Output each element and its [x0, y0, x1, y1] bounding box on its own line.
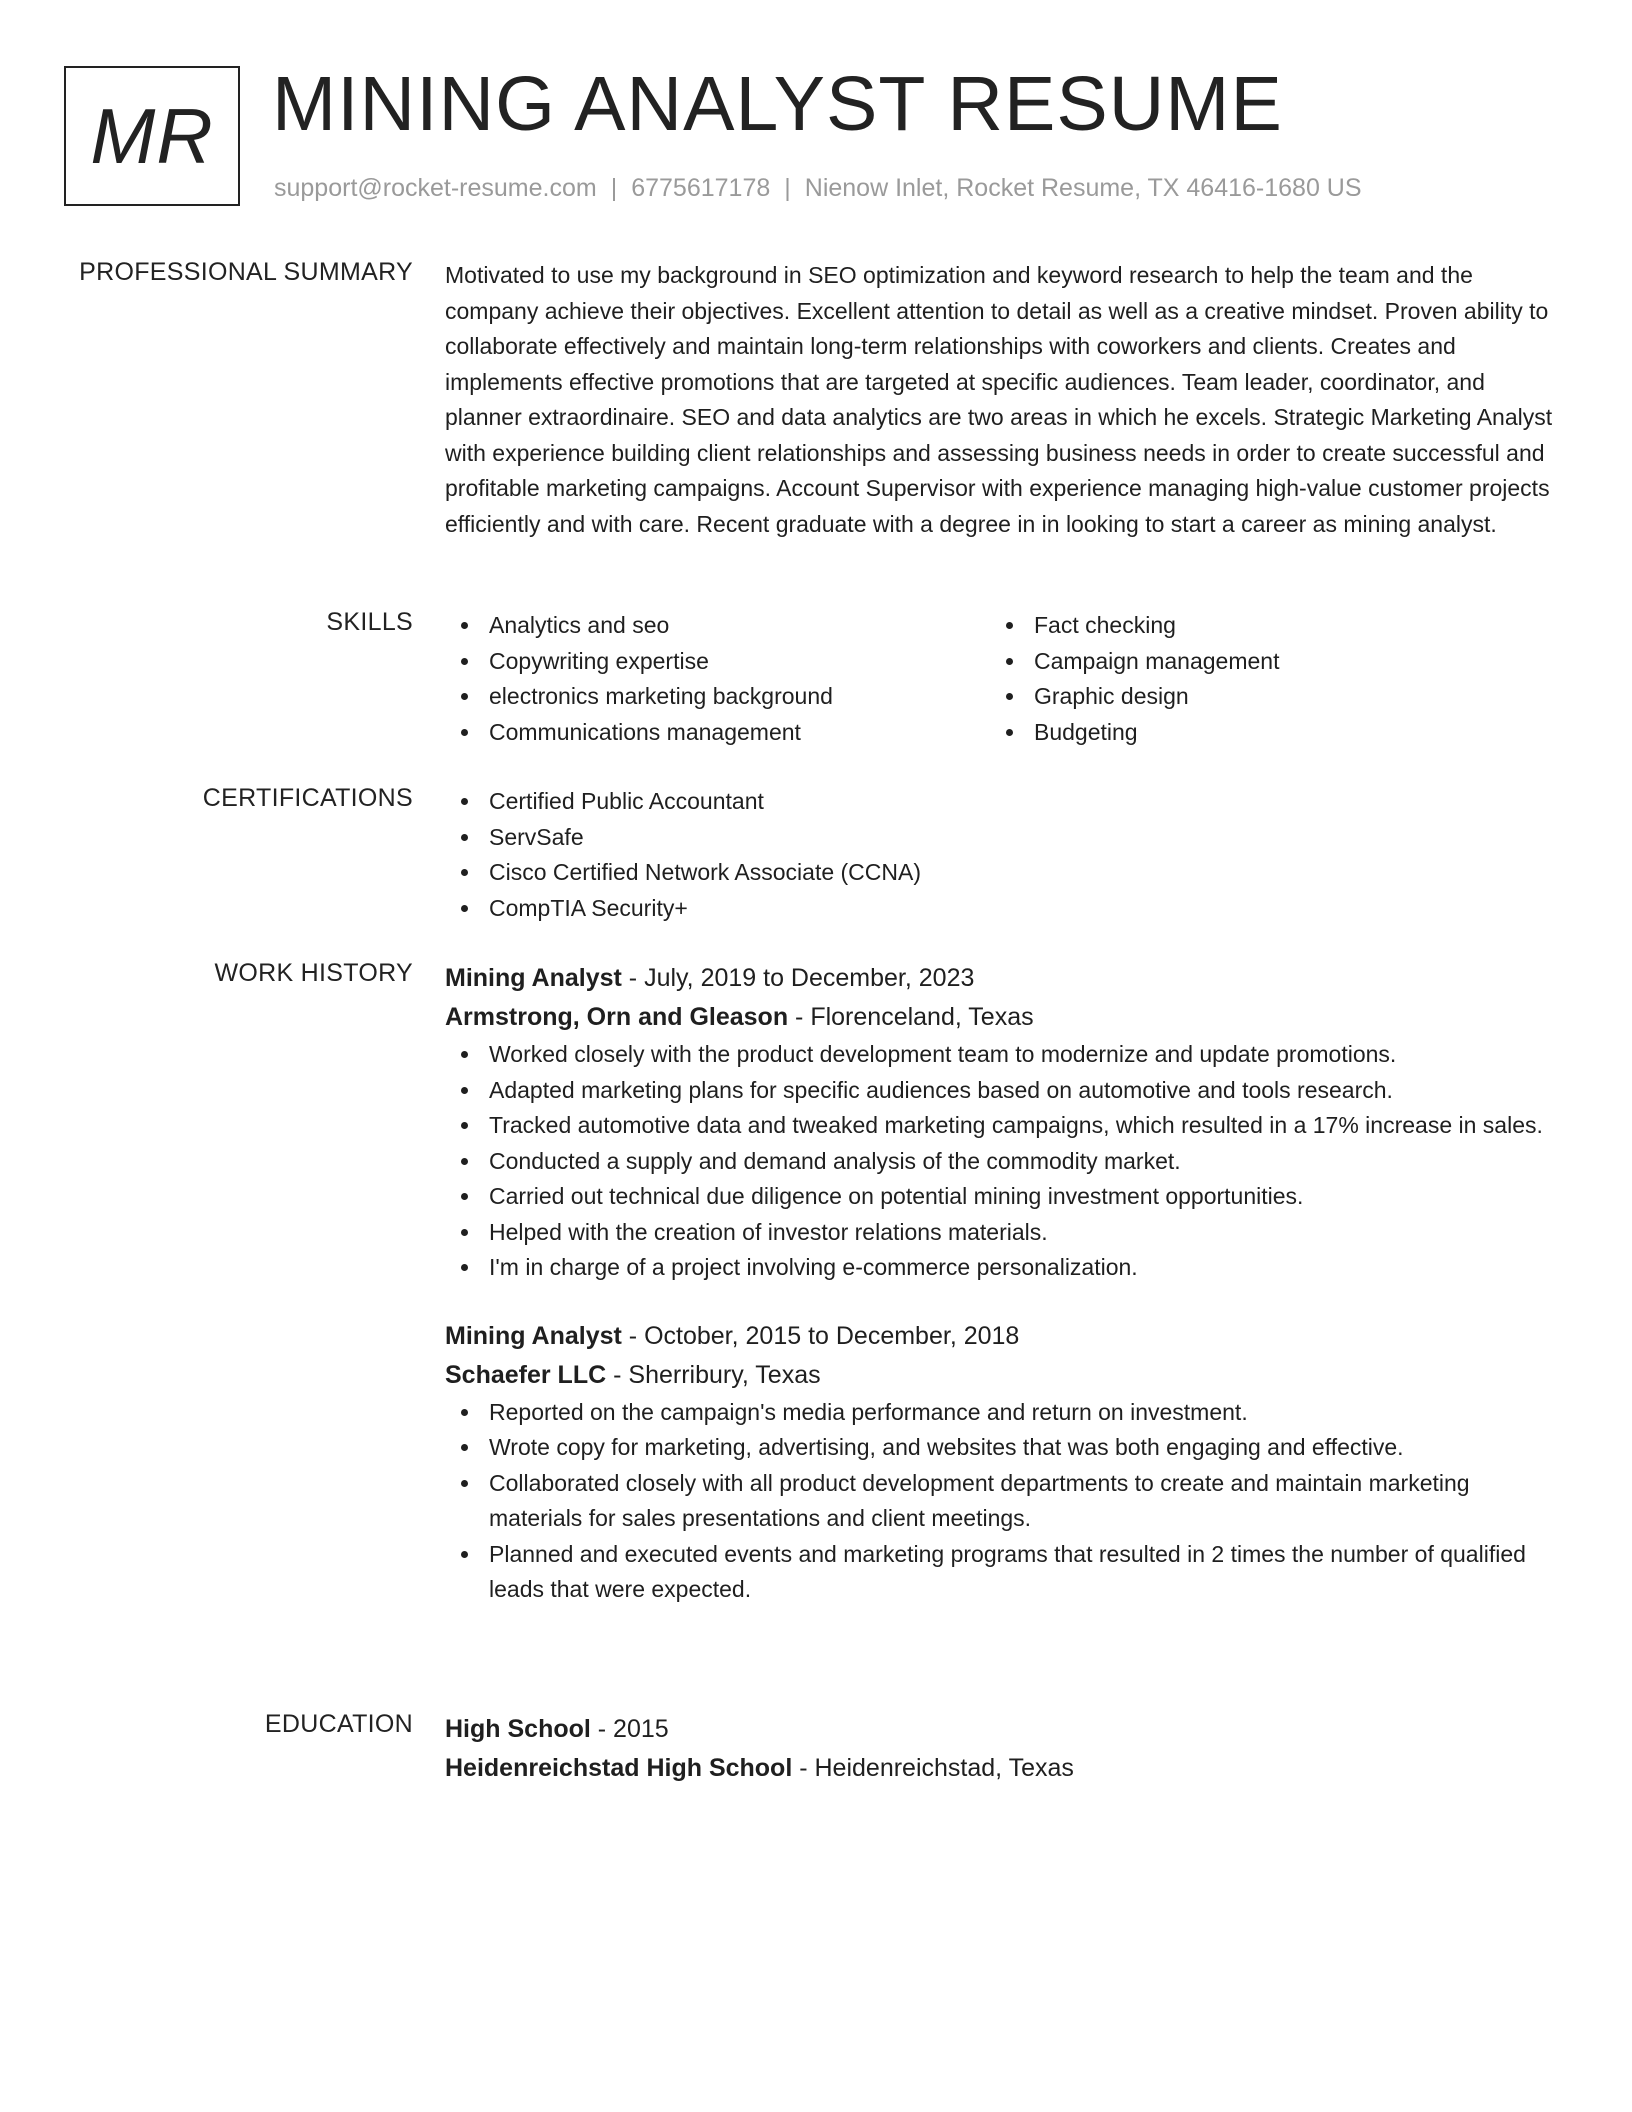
- education-degree-line: [445, 1710, 1557, 1749]
- email-text: support@rocket-resume.com: [274, 174, 597, 202]
- section-title-skills: SKILLS: [326, 608, 413, 636]
- job-bullet: Helped with the creation of investor relations materials.: [445, 1215, 1557, 1251]
- section-title-education: EDUCATION: [264, 1710, 413, 1738]
- phone-text: 6775617178: [631, 174, 771, 202]
- skills-list-right: [990, 608, 1535, 750]
- skills-body: [445, 608, 1557, 750]
- certifications-list: [445, 784, 1557, 926]
- job-bullet: Wrote copy for marketing, advertising, and websites that was both engaging and effective.: [445, 1430, 1557, 1466]
- skill-item: Analytics and seo: [445, 608, 990, 644]
- work-history-body: [445, 959, 1557, 1608]
- job-company: Armstrong, Orn and Gleason: [445, 1003, 789, 1031]
- certification-item: Cisco Certified Network Associate (CCNA): [445, 855, 1557, 891]
- job-location: - Florenceland, Texas: [788, 1003, 1034, 1031]
- job-bullet: Carried out technical due diligence on potential mining investment opportunities.: [445, 1179, 1557, 1215]
- job-entry: [445, 959, 1557, 1286]
- summary-body: [445, 258, 1557, 542]
- job-bullet: Planned and executed events and marketing programs that resulted in 2 times the number of qualified leads that were expected.: [445, 1537, 1557, 1608]
- skill-item: Copywriting expertise: [445, 644, 990, 680]
- contact-separator: |: [610, 174, 618, 202]
- skill-item: Fact checking: [990, 608, 1535, 644]
- certification-item: Certified Public Accountant: [445, 784, 1557, 820]
- job-bullets: [445, 1395, 1557, 1608]
- job-location: - Sherribury, Texas: [606, 1360, 821, 1389]
- certification-item: ServSafe: [445, 820, 1557, 856]
- job-role: Mining Analyst: [445, 964, 622, 992]
- skills-grid: [445, 608, 1557, 750]
- monogram-logo: MR: [64, 66, 240, 206]
- job-company-line: [445, 1356, 1557, 1395]
- section-title-summary: PROFESSIONAL SUMMARY: [79, 258, 413, 286]
- job-company: Schaefer LLC: [445, 1360, 607, 1389]
- education-school-line: [445, 1749, 1557, 1788]
- page-title: MINING ANALYST RESUME: [272, 61, 1283, 147]
- skill-item: Communications management: [445, 715, 990, 751]
- skill-item: Graphic design: [990, 679, 1535, 715]
- job-role: Mining Analyst: [445, 1321, 622, 1350]
- job-title-line: [445, 959, 1557, 998]
- job-dates: - July, 2019 to December, 2023: [621, 964, 975, 992]
- contact-separator: |: [784, 174, 791, 202]
- education-body: [445, 1710, 1557, 1788]
- job-bullets: [445, 1037, 1557, 1286]
- job-bullet: Adapted marketing plans for specific audiences based on automotive and tools research.: [445, 1073, 1557, 1109]
- resume-header: [64, 61, 1564, 216]
- education-school: Heidenreichstad High School: [445, 1754, 793, 1782]
- education-location: - Heidenreichstad, Texas: [792, 1754, 1074, 1782]
- section-title-certifications: CERTIFICATIONS: [202, 784, 413, 812]
- job-title-line: [445, 1317, 1557, 1356]
- job-bullet: Conducted a supply and demand analysis of the commodity market.: [445, 1144, 1557, 1180]
- job-entry: [445, 1317, 1557, 1608]
- education-degree: High School: [445, 1715, 591, 1743]
- certifications-body: [445, 784, 1557, 926]
- job-bullet: Worked closely with the product development team to modernize and update promotions.: [445, 1037, 1557, 1073]
- job-bullet: Collaborated closely with all product development departments to create and maintain marketing materials for sales presentations and client meetings.: [445, 1466, 1557, 1537]
- section-title-work-history: WORK HISTORY: [214, 959, 413, 987]
- job-bullet: Reported on the campaign's media performance and return on investment.: [445, 1395, 1557, 1431]
- education-year: - 2015: [590, 1715, 669, 1743]
- address-text: Nienow Inlet, Rocket Resume, TX 46416-1680 US: [804, 174, 1362, 202]
- skill-item: Budgeting: [990, 715, 1535, 751]
- contact-line: [274, 174, 1362, 203]
- job-company-line: [445, 998, 1557, 1037]
- skill-item: Campaign management: [990, 644, 1535, 680]
- job-dates: - October, 2015 to December, 2018: [621, 1321, 1020, 1350]
- skill-item: electronics marketing background: [445, 679, 990, 715]
- summary-text: Motivated to use my background in SEO optimization and keyword research to help the team and the company achieve their objectives. Excellent attention to detail as well as a creative mindset. Proven ability to collaborate effectively and maintain long-term relationships with coworkers and clients. Creates and implements effective promotions that are targeted at specific audiences. Team leader, coordinator, and planner extraordinaire. SEO and data analytics are two areas in which he excels. Strategic Marketing Analyst with experience building client relationships and assessing business needs in order to create successful and profitable marketing campaigns. Account Supervisor with experience managing high-value customer projects efficiently and with care. Recent graduate with a degree in in looking to start a career as mining analyst.: [445, 262, 1553, 537]
- job-bullet: I'm in charge of a project involving e-commerce personalization.: [445, 1250, 1557, 1286]
- skills-list-left: [445, 608, 990, 750]
- job-bullet: Tracked automotive data and tweaked marketing campaigns, which resulted in a 17% increase in sales.: [445, 1108, 1557, 1144]
- certification-item: CompTIA Security+: [445, 891, 1557, 927]
